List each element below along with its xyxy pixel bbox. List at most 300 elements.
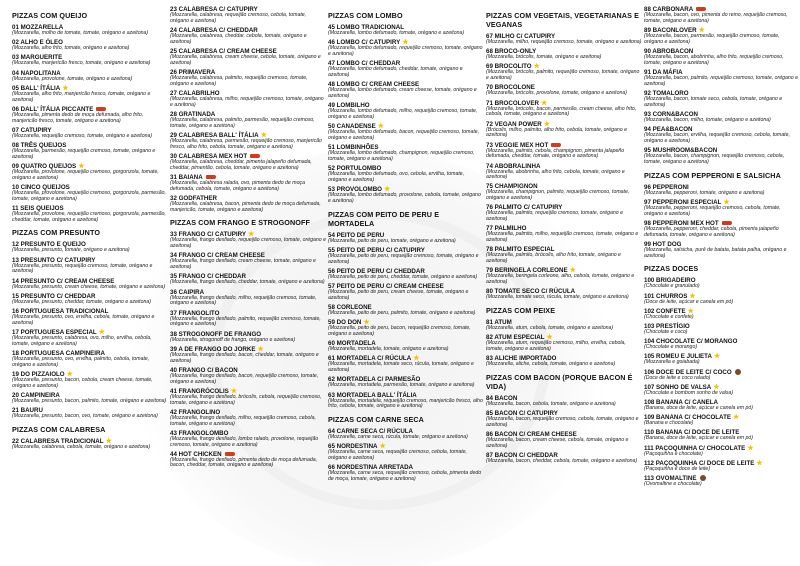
menu-item-name: 100 BRIGADEIRO bbox=[644, 277, 696, 285]
menu-item-name: 07 CATUPIRY bbox=[12, 126, 52, 134]
menu-item-description: (Mozzarella, presunto, calabresa, ovo, milho, ervilha, cebola, tomate, orégano e azeitona) bbox=[12, 334, 152, 347]
menu-item-name: 46 LOMBO C/ CATUPIRY bbox=[328, 39, 401, 47]
menu-item-name: 01 MOZZARELLA bbox=[12, 24, 64, 31]
section-heading: PIZZAS COM CARNE SECA bbox=[328, 415, 424, 425]
pepper-icon bbox=[696, 7, 706, 11]
menu-item-description: (Mozzarella, peito de peru, bacon, requeijão cremoso, tomate, orégano e azeitona) bbox=[328, 325, 471, 337]
menu-item bbox=[12, 278, 168, 291]
menu-item bbox=[170, 69, 326, 88]
menu-item-name: 91 DA MÁFIA bbox=[644, 68, 683, 76]
menu-item-name: 80 TOMATE SECO C/ RÚCULA bbox=[486, 288, 576, 296]
menu-item bbox=[170, 346, 326, 365]
menu-item-name: 73 VEGGIE MEX HOT bbox=[486, 141, 549, 149]
menu-item bbox=[170, 174, 326, 193]
menu-item bbox=[644, 90, 798, 109]
menu-item bbox=[12, 24, 168, 37]
menu-item-description: (Mozzarella, lombo defumado, tomate, orégano e azeitona) bbox=[328, 30, 465, 36]
menu-item-name: 30 CALABRESA MEX HOT bbox=[170, 152, 248, 160]
menu-item-description: (Mozzarella, bacon, abobrinha, alho frito, requeijão cremoso, tomate, orégano e azeitona) bbox=[644, 53, 784, 66]
menu-item-name: 05 BALL' ÍTÁLIA bbox=[12, 84, 61, 92]
star-icon: ★ bbox=[247, 231, 255, 239]
menu-item bbox=[486, 410, 642, 429]
menu-item-name: 94 PEA&BACON bbox=[644, 126, 693, 134]
menu-item-name: 27 CALABRILHO bbox=[170, 89, 220, 97]
star-icon: ★ bbox=[546, 334, 553, 342]
menu-item-name: 82 ATUM ESPECIAL bbox=[486, 334, 545, 342]
menu-item-name: 18 PORTUGUESA CAMPINEIRA bbox=[12, 349, 105, 357]
menu-item-description: (Mozzarella, provolone, requeijão cremoso, gorgonzola, parmesão, tomate, orégano e azeitona) bbox=[12, 189, 166, 202]
menu-item-name: 78 PALMITO ESPECIAL bbox=[486, 246, 555, 254]
menu-item-name: 13 PRESUNTO C/ CATUPIRY bbox=[12, 256, 96, 264]
menu-item bbox=[486, 100, 642, 119]
menu-item-description: (Chocolate e coco) bbox=[644, 329, 688, 335]
menu-item-name: 52 PORTULOMBO bbox=[328, 165, 382, 173]
menu-item-description: (Mozzarella, bacon, cheddar, cebola, tomate, orégano e azeitona) bbox=[486, 458, 638, 465]
menu-item-name: 66 NORDESTINA ARRETADA bbox=[328, 464, 414, 472]
menu-item-name: 113 OVOMALTINE bbox=[644, 474, 697, 482]
menu-item bbox=[12, 70, 168, 83]
menu-item-name: 15 PRESUNTO C/ CHEDDAR bbox=[12, 292, 96, 300]
menu-item bbox=[12, 184, 168, 203]
menu-item bbox=[644, 184, 798, 197]
section-heading: PIZZAS COM FRANGO E STROGONOFF bbox=[170, 218, 310, 228]
menu-item-description: (Mozzarella, bacon, ovo, pimenta do reino, requeijão cremoso, tomate, orégano e azeitona) bbox=[644, 12, 788, 24]
star-icon: ★ bbox=[230, 387, 238, 395]
menu-item-description: (Mozzarella, beringela corleone, alho, cebola, tomate, orégano e azeitona) bbox=[486, 273, 635, 286]
menu-item-description: (Mozzarella, lombo defumado, milho, requeijão cremoso, tomate, orégano e azeitona) bbox=[328, 108, 478, 120]
menu-item-name: 54 PEITO DE PERU bbox=[328, 231, 385, 239]
menu-item-name: 39 A DE FRANGO DO JORKE bbox=[170, 345, 256, 353]
menu-item bbox=[328, 304, 484, 317]
menu-item-description: (Mozzarella, presunto, bacon, cebola, cream cheese, tomate, orégano e azeitona) bbox=[12, 376, 153, 389]
menu-item-name: 12 PRESUNTO E QUEIJO bbox=[12, 241, 86, 249]
menu-item-name: 16 PORTUGUESA TRADICIONAL bbox=[12, 308, 109, 315]
star-icon: ★ bbox=[377, 123, 385, 131]
menu-item bbox=[644, 111, 798, 124]
menu-item-name: 25 CALABRESA C/ CREAM CHEESE bbox=[170, 47, 277, 55]
menu-item-description: (Mozzarella, carne seca, requeijão cremoso, cebola, tomate, orégano e azeitona) bbox=[328, 449, 467, 462]
menu-item-description: (Mozzarella, calabresa, palmito, requeijão cremoso, tomate, orégano e azeitona) bbox=[170, 74, 308, 87]
star-icon: ★ bbox=[569, 267, 576, 275]
menu-item-name: 79 BERINGELA CORLEONE bbox=[486, 267, 568, 275]
pepper-icon bbox=[96, 107, 106, 111]
menu-item bbox=[644, 399, 798, 412]
menu-item-description: (Mozzarella, frango desfiado, lombo ralado, provolone, requeijão cremoso, tomate, orégano e azeitona) bbox=[170, 435, 319, 448]
star-icon: ★ bbox=[98, 328, 105, 336]
menu-item-name: 102 CONFETE bbox=[644, 307, 686, 315]
menu-item-description: (Mozzarella, lombo defumado, cheddar, tomate, orégano e azeitona) bbox=[328, 66, 463, 78]
menu-item bbox=[328, 443, 484, 462]
menu-item-description: (Mozzarella, brócolis, provolone, tomate, orégano e azeitona) bbox=[486, 90, 628, 97]
menu-item-description: (Mozzarella, frango desfiado, cream cheese, tomate, orégano e azeitona) bbox=[170, 258, 316, 271]
menu-item-description: (Mozzarella, manjericão fresco, tomate, orégano e azeitona) bbox=[12, 60, 151, 67]
menu-item bbox=[486, 288, 642, 301]
menu-item-description: (Mozzarella, tomate seco, rúcula, tomate, orégano e azeitona) bbox=[486, 294, 629, 301]
menu-item-description: (Mozzarella, palmito, brócolis, alho frito, tomate, orégano e azeitona) bbox=[486, 252, 621, 265]
menu-item bbox=[644, 308, 798, 321]
menu-item-description: (Mozzarella, presunto, tomate, orégano e azeitona) bbox=[12, 247, 130, 254]
menu-item-description: (Mozzarella, bacon, requeijão cremoso, cebola, tomate, orégano e azeitona) bbox=[486, 416, 639, 429]
menu-item-description: (Mozzarella, pimenta dedo de moça defumada, alho frito, manjericão fresco, tomate, orégano e azeitona) bbox=[12, 111, 144, 124]
menu-item bbox=[170, 6, 326, 25]
menu-item-name: 70 BROCOLONE bbox=[486, 84, 535, 92]
menu-item-description: (Mozzarella, brócolis, tomate, orégano e azeitona) bbox=[486, 54, 602, 61]
pepper-icon bbox=[225, 452, 235, 456]
menu-item-description: (Mozzarella, bacon, champignon, requeijão cremoso, cebola, tomate, orégano e azeitona) bbox=[644, 153, 785, 165]
menu-item bbox=[328, 247, 484, 266]
menu-item-description: (Mozzarella, bacon, cebola, tomate, orégano e azeitona) bbox=[486, 401, 616, 408]
menu-item-description: (Chocolate e granulado) bbox=[644, 283, 700, 290]
section-heading: PIZZAS COM PEIXE bbox=[486, 306, 556, 316]
menu-item-name: 110 BANANA C/ DOCE DE LEITE bbox=[644, 429, 740, 437]
section-heading: PIZZAS COM QUEIJO bbox=[12, 11, 88, 20]
menu-item-description: (Mozzarella, calabresa, palmito, parmesão, requeijão cremoso, tomate, orégano e azeitona) bbox=[170, 116, 315, 129]
menu-item-description: (Mozzarella, peito de peru, palmito, tomate, orégano e azeitona) bbox=[328, 310, 476, 317]
menu-item bbox=[328, 81, 484, 100]
menu-item-description: (Ovomaltine e chocolate) bbox=[644, 480, 702, 487]
menu-item-description: (Mozzarella, atum, requeijão cremoso, milho, ervilha, cebola, tomate, orégano e azeitona) bbox=[486, 340, 626, 353]
menu-item-description: (Mozzarella, alho frito, manjericão fresco, tomate, orégano e azeitona) bbox=[12, 90, 151, 103]
menu-item-description: (Mozzarella, champignon, palmito, requeijão cremoso, tomate, orégano e azeitona) bbox=[486, 189, 630, 202]
menu-item-name: 104 CHOCOLATE C/ MORANGO bbox=[644, 338, 738, 346]
menu-item-description: (Chocolate e morango) bbox=[644, 344, 698, 351]
menu-item bbox=[486, 183, 642, 202]
menu-item bbox=[328, 268, 484, 281]
menu-item-description: (Mozzarella, presunto, ovo, ervilha, cebola, tomate, orégano e azeitona) bbox=[12, 314, 155, 326]
menu-item-description: (Mozzarella, mortadela, requeijão cremoso, manjericão fresco, alho frito, cebola, tomate, orégano e azeitona) bbox=[328, 397, 483, 410]
menu-item-description: (Mozzarella, presunto, cream cheese, tomate, orégano e azeitona) bbox=[12, 283, 166, 290]
star-icon: ★ bbox=[383, 186, 391, 194]
menu-item-description: (Mozzarella, peito de peru, cream cheese, tomate, orégano e azeitona) bbox=[328, 289, 469, 301]
star-icon: ★ bbox=[687, 307, 694, 315]
section-heading: PIZZAS COM VEGETAIS, VEGETARIANAS E VEGANAS bbox=[486, 11, 639, 29]
menu-item-name: 60 MORTADELA bbox=[328, 340, 376, 348]
menu-item-description: (Mozzarella, provolone, tomate, orégano e azeitona) bbox=[12, 75, 133, 82]
menu-item-description: (Mozzarella, mortadela, tomate, orégano e azeitona) bbox=[328, 346, 449, 353]
menu-item-name: 22 CALABRESA TRADICIONAL bbox=[12, 437, 104, 445]
menu-item-description: (Mozzarella, peito de peru, requeijão cremoso, tomate, orégano e azeitona) bbox=[328, 252, 479, 265]
menu-item bbox=[170, 231, 326, 250]
menu-item-name: 04 NAPOLITANA bbox=[12, 69, 61, 77]
menu-item bbox=[12, 85, 168, 104]
menu-item-description: (Mozzarella, frango desfiado, pimenta dedo de moça defumada, bacon, cheddar, tomate, orégano e azeitona) bbox=[170, 456, 318, 469]
menu-item-description: (Mozzarella, parmesão, requeijão cremoso, tomate, orégano e azeitona) bbox=[12, 147, 156, 160]
menu-item-name: 93 CORN&BACON bbox=[644, 110, 698, 118]
menu-item-description: (Mozzarella, calabresa, bacon, pimenta dedo de moça defumada, manjericão, tomate, orégano e azeitona) bbox=[170, 200, 321, 213]
menu-item-name: 77 PALMILHO bbox=[486, 225, 527, 233]
menu-item bbox=[328, 102, 484, 121]
menu-item-description: (Mozzarella, frango desfiado, cheddar, tomate, orégano e azeitona) bbox=[170, 279, 325, 286]
menu-item bbox=[644, 220, 798, 239]
menu-item bbox=[486, 142, 642, 161]
menu-item bbox=[328, 283, 484, 302]
menu-column-3 bbox=[328, 6, 484, 562]
menu-item-name: 71 BROCOLOVER bbox=[486, 99, 539, 107]
menu-item bbox=[12, 205, 168, 224]
menu-item-name: 108 BANANA C/ CANELA bbox=[644, 398, 719, 406]
star-icon: ★ bbox=[260, 131, 267, 139]
section-heading: PIZZAS COM CALABRESA bbox=[12, 424, 106, 434]
menu-item-name: 65 NORDESTINA bbox=[328, 443, 378, 451]
menu-item-name: 72 VEGAN POWER bbox=[486, 120, 542, 128]
menu-item-name: 20 CAMPINEIRA bbox=[12, 391, 60, 399]
menu-column-2 bbox=[170, 6, 326, 562]
menu-item-description: (Mozzarella, frango desfiado, milho, requeijão cremoso, cebola, tomate, orégano e azeitona) bbox=[170, 414, 316, 427]
menu-item-name: 36 CAIPIRA bbox=[170, 288, 205, 296]
menu-item-description: (Mozzarella, mortadela, tomate seco, rúcula, tomate, orégano e azeitona) bbox=[328, 361, 474, 374]
menu-item-name: 55 PEITO DE PERU C/ CATUPIRY bbox=[328, 246, 425, 254]
menu-item-name: 45 LOMBO TRADICIONAL bbox=[328, 24, 404, 31]
star-icon: ★ bbox=[62, 84, 69, 92]
menu-item-description: (Mozzarella, calabresa, cheddar, pimenta jalapeño defumada, cheddar, pimentão, cebola, tomate, orégano e azeitona) bbox=[170, 158, 312, 171]
menu-item-description: (Mozzarella, calabresa ralada, ovo, pimenta dedo de moça defumada, cebola, tomate, orégano e azeitona) bbox=[170, 179, 305, 192]
menu-item-description: (Mozzarella, calabresa, cheddar, cebola, tomate, orégano e azeitona) bbox=[170, 32, 307, 45]
menu-item-description: (Mozzarella, frango desfiado, palmito, requeijão cremoso, tomate, orégano e azeitona) bbox=[170, 315, 321, 328]
section-heading: PIZZAS COM PEPPERONI E SALSICHA bbox=[644, 170, 781, 180]
menu-item-name: 67 MILHO C/ CATUPIRY bbox=[486, 33, 556, 40]
menu-item-description: (Mozzarella, presunto, bacon, palmito, tomate, orégano e azeitona) bbox=[12, 397, 167, 404]
menu-item-name: 99 HOT DOG bbox=[644, 240, 682, 248]
star-icon: ★ bbox=[689, 292, 696, 300]
menu-item-name: 43 FRANGOLOMBO bbox=[170, 429, 229, 437]
menu-column-1 bbox=[12, 6, 168, 562]
menu-item-description: (Mozzarella, provolone, requeijão cremoso, gorgonzola, tomate, orégano e azeitona) bbox=[12, 168, 159, 181]
menu-item-name: 47 LOMBO C/ CHEDDAR bbox=[328, 60, 401, 68]
menu-item bbox=[644, 445, 798, 458]
menu-item bbox=[12, 293, 168, 306]
menu-item-description: (Mozzarella, lombo defumado, provolone, cebola, tomate, orégano e azeitona) bbox=[328, 192, 481, 204]
menu-item-description: (Mozzarella, bacon, cream cheese, cebola, tomate, orégano e azeitona) bbox=[486, 437, 629, 450]
menu-item bbox=[644, 460, 798, 473]
menu-item-description: (Mozzarella, palmito, cebola, champignon, pimenta jalapeño defumada, cheddar, tomate, orégano e azeitona) bbox=[486, 147, 625, 160]
menu-item-description: (Mozzarella, atum, cebola, tomate, orégano e azeitona) bbox=[486, 325, 614, 332]
menu-item bbox=[328, 340, 484, 353]
star-icon: ★ bbox=[363, 319, 370, 327]
menu-item-name: 34 FRANGO C/ CREAM CHEESE bbox=[170, 252, 265, 260]
menu-item-name: 31 BAIANA bbox=[170, 173, 203, 181]
menu-item bbox=[328, 376, 484, 389]
menu-item bbox=[486, 319, 642, 332]
menu-item-name: 56 PEITO DE PERU C/ CHEDDAR bbox=[328, 267, 425, 275]
menu-item-description: (Mozzarella, brócolis, palmito, requeijão cremoso, tomate, orégano e azeitona) bbox=[486, 69, 640, 82]
menu-item-description: (Mozzarella, bacon, ervilha, requeijão cremoso, cebola, tomate, orégano e azeitona) bbox=[644, 132, 790, 144]
star-icon: ★ bbox=[713, 353, 721, 361]
menu-item bbox=[170, 27, 326, 46]
menu-item-name: 89 BACONLOVER bbox=[644, 26, 697, 34]
menu-item-description: (Mozzarella, lombo defumado, cream cheese, tomate, orégano e azeitona) bbox=[328, 87, 477, 99]
menu-item bbox=[170, 153, 326, 172]
menu-item-name: 40 FRANGO C/ BACON bbox=[170, 366, 238, 374]
star-icon: ★ bbox=[402, 39, 409, 47]
menu-item-name: 24 CALABRESA C/ CHEDDAR bbox=[170, 26, 258, 34]
menu-column-5 bbox=[644, 6, 798, 562]
menu-item-description: (Mozzarella, provolone, requeijão cremoso, gorgonzola, parmesão, cheddar, tomate, orégano e azeitona) bbox=[12, 210, 166, 223]
star-icon: ★ bbox=[543, 120, 550, 128]
menu-item bbox=[644, 429, 798, 442]
menu-item-name: 75 CHAMPIGNON bbox=[486, 183, 538, 191]
menu-item bbox=[12, 163, 168, 182]
star-icon: ★ bbox=[698, 26, 705, 34]
menu-item-description: (Mozzarella, presunto, ovo, ervilha, palmito, cebola, tomate, orégano e azeitona) bbox=[12, 355, 150, 368]
menu-item-name: 101 CHURROS bbox=[644, 292, 688, 300]
menu-item bbox=[486, 121, 642, 140]
menu-item-name: 63 MORTADELA BALL' ÍTÁLIA bbox=[328, 391, 417, 399]
menu-item bbox=[486, 204, 642, 223]
menu-item-description: (Banana, doce de leite, açúcar e canela em pó) bbox=[644, 435, 754, 442]
menu-item-description: (Mozzarella, bacon, palmito, requeijão cremoso, tomate, orégano e azeitona) bbox=[644, 74, 798, 87]
menu-item-description: (Mozzarella, frango desfiado, milho, requeijão cremoso, tomate, orégano e azeitona) bbox=[170, 294, 317, 307]
menu-item-name: 68 BROCO-ONLY bbox=[486, 48, 537, 56]
star-icon: ★ bbox=[379, 443, 386, 451]
menu-item bbox=[486, 163, 642, 182]
menu-item bbox=[644, 338, 798, 351]
star-icon: ★ bbox=[713, 383, 720, 391]
menu-item-description: (Mozzarella, milho, requeijão cremoso, tomate, orégano e azeitona) bbox=[486, 39, 642, 45]
menu-item bbox=[328, 464, 484, 483]
menu-item bbox=[12, 438, 168, 451]
menu-item bbox=[486, 267, 642, 286]
menu-item bbox=[170, 388, 326, 407]
star-icon: ★ bbox=[732, 414, 740, 422]
menu-item bbox=[644, 353, 798, 366]
menu-item-description: (Doce de leite, açúcar e canela em pó) bbox=[644, 298, 734, 305]
menu-item-name: 26 PRIMAVERA bbox=[170, 68, 216, 76]
menu-item-description: (Mozzarella, pepperoni, requeijão cremoso, cebola, tomate, orégano e azeitona) bbox=[644, 204, 781, 217]
menu-item bbox=[328, 186, 484, 205]
menu-item-description: (Mozzarella, calabresa, cream cheese, cebola, tomate, orégano e azeitona) bbox=[170, 53, 321, 66]
menu-item bbox=[328, 165, 484, 184]
menu-item bbox=[170, 409, 326, 428]
menu-item-description: (Mozzarella, lombo defumado, requeijão cremoso, tomate, orégano e azeitona) bbox=[328, 45, 483, 57]
menu-item bbox=[644, 6, 798, 25]
menu-item bbox=[170, 252, 326, 271]
menu-item-name: 85 BACON C/ CATUPIRY bbox=[486, 410, 558, 418]
menu-item-description: (Mozzarella, carne seca, rúcula, tomate, orégano e azeitona) bbox=[328, 434, 468, 441]
pepper-icon bbox=[250, 154, 260, 158]
menu-item-description: (Mozzarella, pepperoni, tomate, orégano e azeitona) bbox=[644, 189, 765, 196]
menu-item bbox=[644, 475, 798, 488]
menu-item-name: 41 FRANGRÓCOLIS bbox=[170, 387, 229, 395]
menu-item-name: 51 LOMBINHÕES bbox=[328, 144, 379, 152]
menu-item bbox=[644, 147, 798, 166]
menu-item-name: 10 CINCO QUEIJOS bbox=[12, 183, 70, 191]
menu-item-description: (Mozzarella, peito de peru, tomate, orégano e azeitona) bbox=[328, 237, 456, 244]
menu-item-description: (Mozzarella, aliche, cebola, tomate, orégano e azeitona) bbox=[486, 361, 616, 368]
menu-item-name: 96 PEPPERONI bbox=[644, 183, 689, 191]
menu-item bbox=[170, 195, 326, 214]
menu-item bbox=[328, 144, 484, 163]
menu-item bbox=[170, 310, 326, 329]
menu-item-name: 09 QUATRO QUEIJOS bbox=[12, 162, 77, 170]
menu-item bbox=[644, 293, 798, 306]
star-icon: ★ bbox=[747, 444, 754, 452]
menu-item bbox=[644, 126, 798, 145]
menu-item-name: 29 CALABRESA BALL' ÍTÁLIA bbox=[170, 131, 259, 139]
section-heading: PIZZAS DOCES bbox=[644, 264, 699, 274]
menu-item bbox=[170, 430, 326, 449]
menu-item-name: 76 PALMITO C/ CATUPIRY bbox=[486, 204, 563, 212]
menu-item-name: 74 ABOBRALINHA bbox=[486, 162, 541, 170]
menu-item-name: 90 ABROBACON bbox=[644, 47, 694, 55]
star-icon: ★ bbox=[78, 162, 85, 170]
menu-item-description: (Mozzarella, carne seca, requeijão cremoso, cebola, pimenta dedo de moça, tomate, orégano e azeitona) bbox=[328, 470, 482, 483]
menu-item bbox=[328, 123, 484, 142]
menu-item-description: (Mozzarella, requeijão cremoso, tomate, orégano e azeitona) bbox=[12, 132, 153, 139]
menu-item-description: (Mozzarella, bacon, parmesão, requeijão cremoso, tomate, orégano e azeitona) bbox=[644, 32, 780, 45]
menu-item bbox=[12, 308, 168, 327]
star-icon: ★ bbox=[66, 370, 73, 378]
menu-item bbox=[486, 48, 642, 61]
menu-item bbox=[644, 27, 798, 46]
menu-item-description: (Mozzarella, frango desfiado, bacon, cheddar, tomate, orégano e azeitona) bbox=[170, 351, 319, 364]
menu-item-name: 61 MORTADELA C/ RÚCULA bbox=[328, 355, 412, 363]
star-icon: ★ bbox=[257, 345, 264, 353]
menu-item bbox=[328, 428, 484, 441]
menu-item-description: (Chocolate e bombom sonho de valsa) bbox=[644, 389, 734, 396]
pepper-icon bbox=[206, 175, 216, 179]
menu-item-name: 37 FRANGOLITO bbox=[170, 309, 220, 317]
menu-item bbox=[12, 257, 168, 276]
menu-item bbox=[170, 273, 326, 286]
menu-item-name: 58 CORLEONE bbox=[328, 304, 372, 312]
menu-item bbox=[486, 431, 642, 450]
menu-item-name: 88 CARBONARA bbox=[644, 6, 694, 13]
menu-item bbox=[486, 355, 642, 368]
menu-item-description: (Mozzarella, frango desfiado, requeijão cremoso, tomate, orégano e azeitona) bbox=[170, 237, 326, 250]
menu-item-description: (Mozzarella, alho frito, tomate, orégano e azeitona) bbox=[12, 45, 130, 52]
ball-icon bbox=[735, 369, 741, 375]
star-icon: ★ bbox=[723, 198, 730, 206]
menu-item-name: 95 MUSHROOM&BACON bbox=[644, 147, 718, 155]
menu-item-name: 81 ATUM bbox=[486, 319, 512, 327]
menu-item-name: 08 TRÊS QUEIJOS bbox=[12, 141, 67, 149]
menu-item-name: 19 DO PIZZAIOLO bbox=[12, 370, 65, 378]
menu-item-name: 98 PEPPERONI MEX HOT bbox=[644, 219, 719, 227]
menu-item-name: 35 FRANGO C/ CHEDDAR bbox=[170, 273, 246, 281]
menu-item-description: (Mozzarella, calabresa, parmesão, requeijão cremoso, manjericão fresco, alho frito, cebola, tomate, orégano e azeitona) bbox=[170, 137, 322, 150]
menu-item-description: (Mozzarella, abobrinha, alho frito, cebola, tomate, orégano e azeitona) bbox=[486, 168, 625, 181]
star-icon: ★ bbox=[756, 459, 763, 467]
menu-item-description: (Mozzarella, peito de peru, cheddar, tomate, orégano e azeitona) bbox=[328, 273, 478, 280]
menu-item bbox=[170, 48, 326, 67]
menu-item-description: (Mozzarella, calabresa, requeijão cremoso, cebola, tomate, orégano e azeitona) bbox=[170, 12, 307, 24]
menu-item bbox=[328, 24, 484, 37]
section-heading: PIZZAS COM PRESUNTO bbox=[12, 228, 101, 238]
menu-item bbox=[12, 392, 168, 405]
menu-item-name: 50 CANADENSE bbox=[328, 123, 376, 131]
menu-column-4 bbox=[486, 6, 642, 562]
menu-item bbox=[486, 452, 642, 465]
menu-item-name: 14 PRESUNTO C/ CREAM CHEESE bbox=[12, 277, 115, 285]
menu-item-name: 21 BAURU bbox=[12, 407, 43, 415]
menu-item-name: 69 BROCOLITO bbox=[486, 63, 532, 71]
menu-item bbox=[644, 369, 798, 382]
menu-item-name: 02 ALHO E ÓLEO bbox=[12, 39, 63, 47]
menu-item-name: 112 PAÇOQUINHA C/ DOCE DE LEITE bbox=[644, 459, 755, 467]
menu-item-description: (Mozzarella, salsicha, purê de batata, batata palha, orégano e azeitona) bbox=[644, 246, 787, 259]
menu-item bbox=[170, 331, 326, 344]
menu-item-name: 87 BACON C/ CHEDDAR bbox=[486, 452, 558, 460]
menu-item bbox=[486, 63, 642, 82]
menu-item-description: (Mozzarella, bacon, tomate seco, cebola, tomate, orégano e azeitona) bbox=[644, 95, 783, 108]
menu-item bbox=[486, 84, 642, 97]
menu-item bbox=[170, 367, 326, 386]
menu-item-description: (Mozzarella, calabresa, milho, requeijão cremoso, tomate, orégano e azeitona) bbox=[170, 95, 324, 108]
menu-item-name: 84 BACON bbox=[486, 395, 518, 403]
menu-item-name: 103 PRESTÍGIO bbox=[644, 323, 690, 330]
menu-item-description: (Mozzarella, bacon, milho, tomate, orégano e azeitona) bbox=[644, 116, 771, 123]
menu-item bbox=[12, 329, 168, 348]
